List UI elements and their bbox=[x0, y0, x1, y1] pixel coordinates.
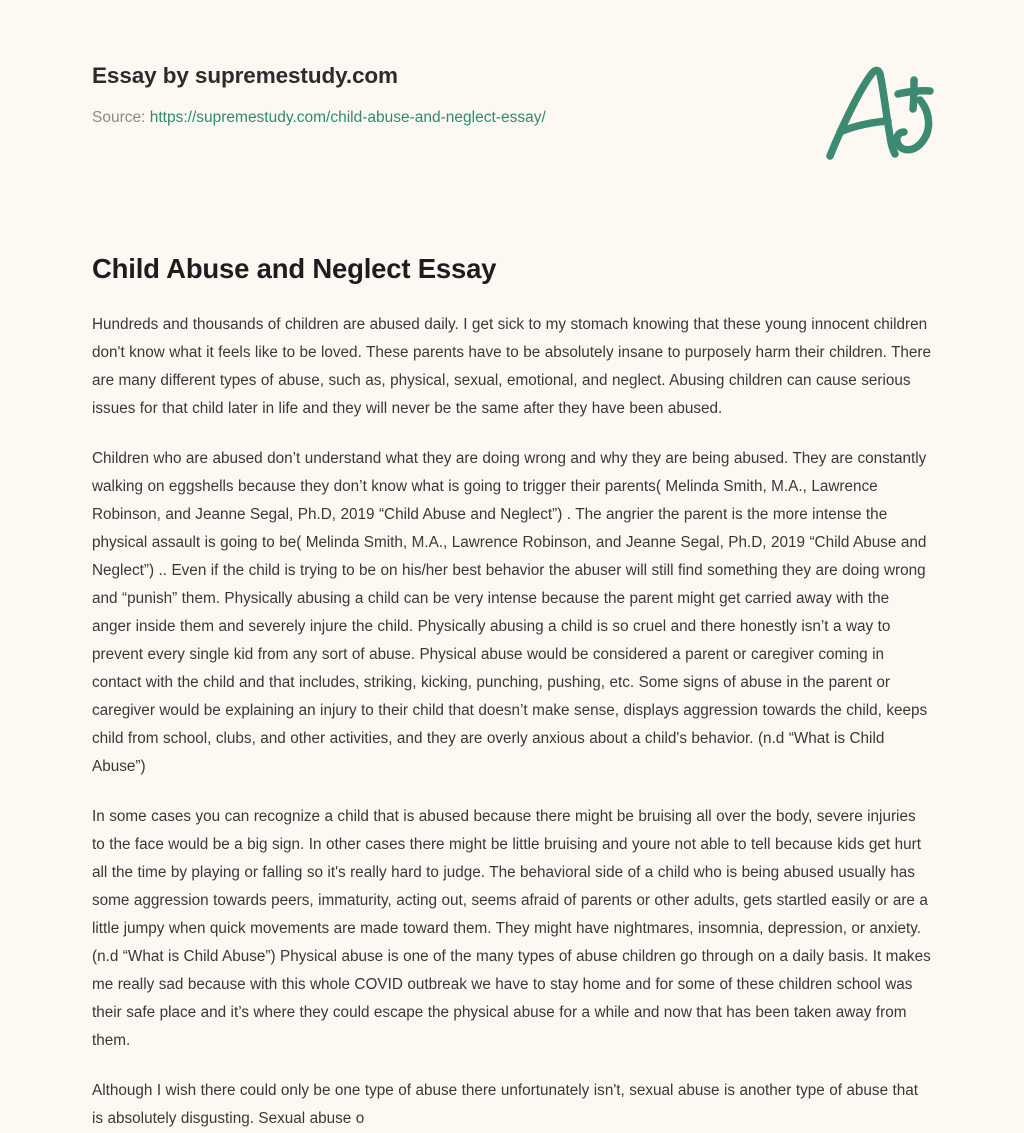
source-line bbox=[92, 108, 712, 128]
paragraph: Children who are abused don’t understand what they are doing wrong and why they are being abused. They are constantly walking on eggshells because they don’t know what is going to trigger their parents( Melinda Smith, M.A., Lawrence Robinson, and Jeanne Segal, Ph.D, 2019 “Child Abuse and Neglect”) . The angrier the parent is the more intense the physical assault is going to be( Melinda Smith, M.A., Lawrence Robinson, and Jeanne Segal, Ph.D, 2019 “Child Abuse and Neglect”) .. Even if the child is trying to be on his/her best behavior the abuser will still find something they are doing wrong and “punish” them. Physically abusing a child can be very intense because the parent might get carried away with the anger inside them and severely injure the child. Physically abusing a child is so cruel and there honestly isn’t a way to prevent every single kid from any sort of abuse. Physical abuse would be considered a parent or caregiver coming in contact with the child and that includes, striking, kicking, punching, pushing, etc. Some signs of abuse in the parent or caregiver would be explaining an injury to their child that doesn’t make sense, displays aggression towards the child, keeps child from school, clubs, and other activities, and they are overly anxious about a child's behavior. (n.d “What is Child Abuse”) bbox=[92, 449, 928, 775]
paragraph: Although I wish there could only be one type of abuse there unfortunately isn't, sexual abuse is another type of abuse that is absolutely disgusting. Sexual abuse o bbox=[92, 1081, 919, 1127]
article bbox=[92, 252, 932, 1133]
source-label: Source: bbox=[92, 109, 146, 127]
a-plus-logo-icon bbox=[810, 52, 950, 172]
page-title: Child Abuse and Neglect Essay bbox=[92, 253, 497, 284]
brand-title: Essay by supremestudy.com bbox=[92, 63, 398, 88]
paragraph: In some cases you can recognize a child that is abused because there might be bruising all over the body, severe injuries to the face would be a big sign. In other cases there might be little bruising and youre not able to tell because kids get hurt all the time by playing or falling so it's really hard to judge. The behavioral side of a child who is being abused usually has some aggression towards peers, immaturity, acting out, seems afraid of parents or other adults, gets startled easily or are a little jumpy when quick movements are made toward them. They might have nightmares, insomnia, depression, or anxiety.(n.d “What is Child Abuse”) Physical abuse is one of the many types of abuse children go through on a daily basis. It makes me really sad because with this whole COVID outbreak we have to stay home and for some of these children school was their safe place and it’s where they could escape the physical abuse for a while and now that has been taken away from them. bbox=[92, 807, 931, 1049]
essay-body bbox=[92, 311, 932, 1133]
paragraph: Hundreds and thousands of children are abused daily. I get sick to my stomach knowing that these young innocent children don't know what it feels like to be loved. These parents have to be absolutely insane to purposely harm their children. There are many different types of abuse, such as, physical, sexual, emotional, and neglect. Abusing children can cause serious issues for that child later in life and they will never be the same after they have been abused. bbox=[92, 316, 932, 417]
source-url-link[interactable]: https://supremestudy.com/child-abuse-and-neglect-essay/ bbox=[149, 109, 546, 127]
brand-block bbox=[92, 62, 712, 128]
page-header bbox=[0, 0, 1024, 200]
